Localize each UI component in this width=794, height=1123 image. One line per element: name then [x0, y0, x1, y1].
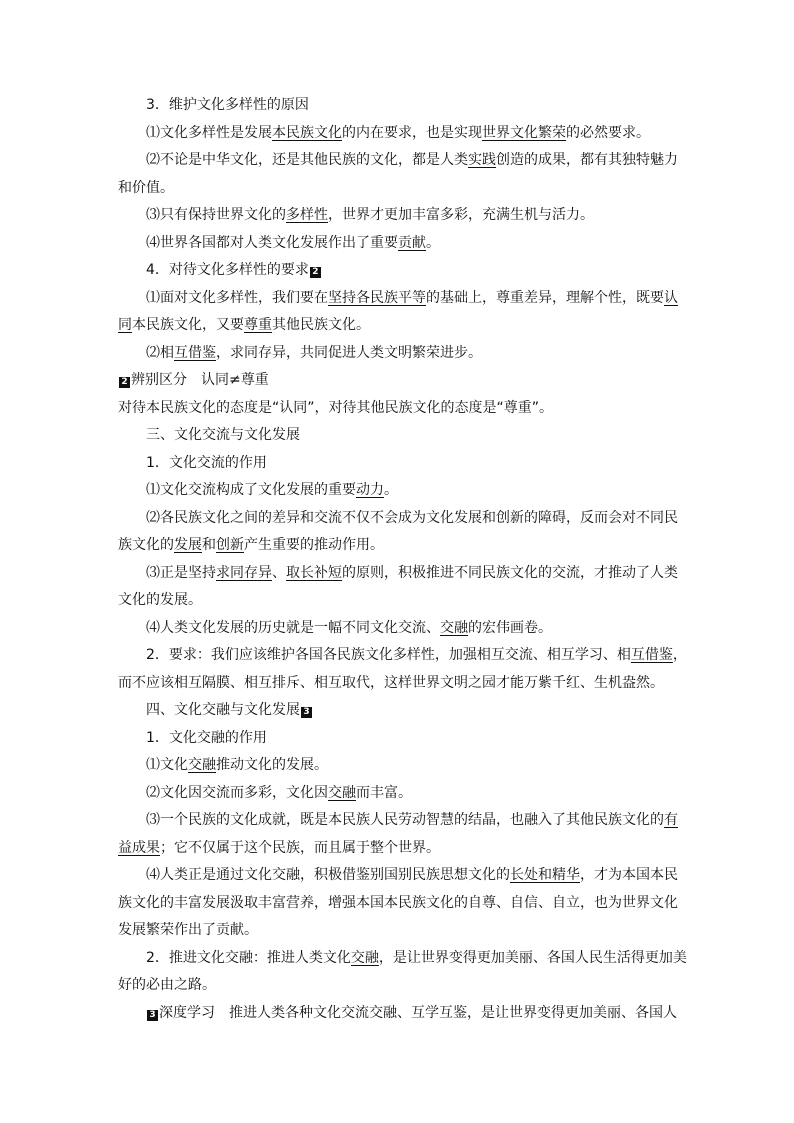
footnote-marker-icon: 3 — [301, 707, 312, 718]
underlined-term: 交融 — [188, 757, 216, 773]
text-run: 和 — [202, 537, 216, 553]
text-run: ⑷人类正是通过文化交融，积极借鉴别国别民族思想文化的 — [146, 867, 510, 883]
text-line — [118, 422, 680, 450]
text-run: 、 — [272, 564, 286, 581]
text-line — [118, 450, 680, 478]
text-run: 的必然要求。 — [566, 124, 650, 141]
text-run: 。 — [384, 482, 398, 498]
text-run: 。 — [426, 234, 440, 251]
text-run: ⑵相 — [146, 344, 174, 361]
text-run: ⑴文化多样性是发展 — [146, 124, 272, 141]
text-line — [118, 697, 680, 725]
underlined-term: 互借鉴 — [174, 344, 216, 361]
text-run: ⑴文化交流构成了文化发展的重要 — [146, 482, 356, 498]
text-line — [118, 532, 680, 560]
text-line — [118, 890, 680, 918]
underlined-term: 发展 — [174, 537, 202, 553]
text-run: 对待本民族文化的态度是“认同”，对待其他民族文化的态度是“尊重”。 — [118, 399, 554, 416]
text-line — [118, 505, 680, 533]
text-line — [118, 477, 680, 505]
underlined-term: 创新 — [216, 537, 244, 553]
text-line — [118, 560, 680, 588]
text-line — [118, 945, 687, 973]
text-run: 辨别区分 认同≠尊重 — [131, 372, 269, 388]
text-line — [118, 395, 680, 423]
text-run: 的原则，积极推进不同民族文化的交流，才推动了人类 — [342, 564, 678, 581]
text-run: 2．推进文化交融：推进人类文化 — [146, 949, 351, 966]
text-run: 4．对待文化多样性的要求 — [146, 262, 309, 278]
text-line — [118, 340, 680, 368]
text-run: 文化的发展。 — [118, 592, 202, 608]
text-line — [118, 202, 680, 230]
text-line — [118, 642, 687, 670]
text-run: ⑵不论是中华文化，还是其他民族的文化，都是人类 — [146, 152, 468, 168]
underlined-term: 尊重 — [244, 317, 272, 333]
text-run: 而不应该相互隔膜、相互排斥、相互取代，这样世界文明之园才能万紫千红、生机盎然。 — [118, 674, 664, 691]
text-run: ， — [672, 647, 687, 663]
underlined-term: 交融 — [440, 619, 468, 636]
text-run: ⑷世界各国都对人类文化发展作出了重要 — [146, 234, 398, 251]
text-run: 1．文化交流的作用 — [146, 454, 267, 471]
text-run: ，世界才更加丰富多彩，充满生机与活力。 — [328, 207, 594, 223]
text-run: ，是让世界变得更加美丽、各国人民生活得更加美 — [378, 949, 687, 966]
text-run: ，求同存异，共同促进人类文明繁荣进步。 — [216, 344, 482, 361]
text-line — [118, 257, 680, 285]
text-run: ⑶正是坚持 — [146, 564, 216, 581]
underlined-term: 和精华 — [538, 867, 580, 883]
text-line — [118, 835, 680, 863]
text-line — [118, 120, 680, 148]
text-run: ⑶只有保持世界文化的 — [146, 207, 286, 223]
text-line — [118, 175, 680, 203]
text-run: 族文化的丰富发展汲取丰富营养，增强本国本民族文化的自尊、自信、自立，也为世界文化 — [118, 894, 678, 911]
text-run: ；它不仅属于这个民族，而且属于整个世界。 — [160, 839, 440, 856]
footnote-marker-icon: 2 — [310, 267, 321, 278]
text-run: 和价值。 — [118, 179, 174, 196]
underlined-term: 益成果 — [118, 839, 160, 856]
text-run: ⑶一个民族的文化成就，既是本民族人民劳动智慧的结晶，也融入了其他民族文化的 — [146, 812, 664, 828]
text-line — [118, 367, 680, 395]
footnote-marker-icon: 2 — [119, 377, 130, 388]
text-line — [118, 587, 680, 615]
text-run: 族文化的 — [118, 537, 174, 553]
text-run: 三、文化交流与文化发展 — [146, 427, 300, 443]
text-run: 产生重要的推动作用。 — [244, 537, 384, 553]
text-run: 好的必由之路。 — [118, 977, 216, 993]
text-line — [118, 92, 680, 120]
text-line — [118, 230, 680, 258]
text-run: 的内在要求，也是实现 — [342, 124, 482, 141]
underlined-term: 长处 — [510, 867, 538, 883]
text-line — [118, 670, 680, 698]
text-run: 1．文化交融的作用 — [146, 729, 267, 746]
text-line — [118, 1000, 680, 1028]
text-line — [118, 725, 680, 753]
underlined-term: 动力 — [356, 482, 384, 498]
text-line — [118, 615, 680, 643]
underlined-term: 取长补短 — [286, 564, 342, 581]
text-run: ⑴面对文化多样性，我们要在 — [146, 289, 328, 306]
document-body — [118, 92, 687, 1027]
text-run: 的基础上，尊重差异，理解个性，既要 — [426, 289, 664, 306]
underlined-term: 互借鉴 — [630, 647, 673, 663]
text-line — [118, 862, 680, 890]
text-line — [118, 285, 680, 313]
underlined-term: 本民族文化 — [272, 124, 342, 141]
text-line — [118, 312, 680, 340]
text-run: 创造的成果，都有其独特魅力 — [496, 152, 678, 168]
text-run: ⑷人类文化发展的历史就是一幅不同文化交流、 — [146, 619, 440, 636]
text-run: ⑵文化因交流而多彩，文化因 — [146, 784, 328, 801]
underlined-term: 交融 — [350, 949, 379, 966]
underlined-term: 求同存异 — [216, 564, 272, 581]
text-run: 发展繁荣作出了贡献。 — [118, 922, 258, 938]
text-line — [118, 917, 680, 945]
text-run: ⑴文化 — [146, 757, 188, 773]
text-run: 四、文化交融与文化发展 — [146, 702, 300, 718]
text-line — [118, 147, 680, 175]
text-run: 深度学习 推进人类各种文化交流交融、互学互鉴，是让世界变得更加美丽、各国人 — [159, 1004, 677, 1021]
text-run: 3．维护文化多样性的原因 — [146, 97, 309, 113]
text-line — [118, 752, 680, 780]
footnote-marker-icon: 3 — [147, 1010, 158, 1021]
text-line — [118, 972, 680, 1000]
underlined-term: 同 — [118, 317, 132, 333]
text-run: 本民族文化，又要 — [132, 317, 244, 333]
text-run: ，才为本国本民 — [580, 867, 678, 883]
underlined-term: 多样性 — [286, 207, 328, 223]
text-line — [118, 807, 680, 835]
underlined-term: 贡献 — [398, 234, 426, 251]
text-run: 推动文化的发展。 — [216, 757, 328, 773]
underlined-term: 交融 — [328, 784, 356, 801]
text-line — [118, 780, 680, 808]
underlined-term: 世界文化繁荣 — [482, 124, 566, 141]
text-run: 的宏伟画卷。 — [468, 619, 552, 636]
underlined-term: 坚持各民族平等 — [328, 289, 426, 306]
underlined-term: 有 — [664, 812, 678, 828]
text-run: 2．要求：我们应该维护各国各民族文化多样性，加强相互交流、相互学习、相 — [146, 647, 631, 663]
text-run: ⑵各民族文化之间的差异和交流不仅不会成为文化发展和创新的障碍，反而会对不同民 — [146, 509, 678, 526]
underlined-term: 认 — [664, 289, 678, 306]
text-run: 其他民族文化。 — [272, 317, 370, 333]
text-run: 而丰富。 — [356, 784, 412, 801]
underlined-term: 实践 — [468, 152, 496, 168]
